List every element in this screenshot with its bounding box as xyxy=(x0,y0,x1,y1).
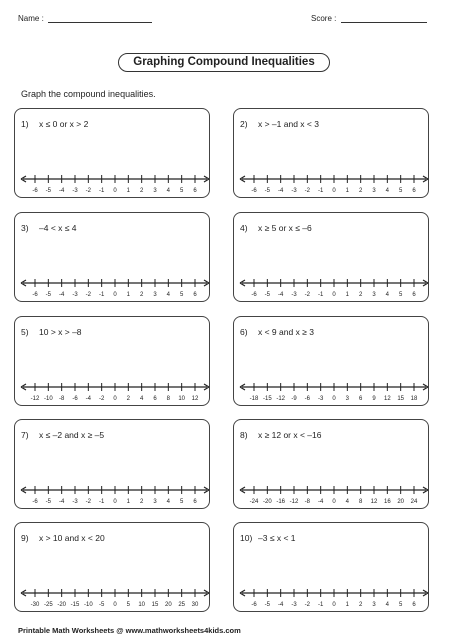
tick-label: 8 xyxy=(166,396,171,402)
tick-label: 4 xyxy=(385,188,390,194)
tick-label: 5 xyxy=(179,292,184,298)
tick-label: -9 xyxy=(291,396,297,402)
tick-label: 20 xyxy=(164,602,172,608)
tick-label: 10 xyxy=(138,602,146,608)
number-line[interactable] xyxy=(234,213,430,301)
tick-label: -4 xyxy=(317,499,324,505)
tick-label: 5 xyxy=(398,188,403,194)
problem-number: 10) xyxy=(240,533,253,543)
tick-label: 0 xyxy=(113,602,117,608)
tick-label: 6 xyxy=(358,396,363,402)
tick-label: 9 xyxy=(372,396,376,402)
tick-label: 1 xyxy=(126,499,131,505)
tick-label: -3 xyxy=(72,188,78,194)
score-field[interactable] xyxy=(311,14,427,23)
tick-label: 2 xyxy=(126,396,131,402)
tick-label: -6 xyxy=(304,396,311,402)
tick-label: -16 xyxy=(276,499,286,505)
problem-number: 7) xyxy=(21,430,29,440)
tick-label: 8 xyxy=(358,499,363,505)
tick-label: 3 xyxy=(372,292,376,298)
tick-label: -2 xyxy=(304,292,311,298)
problem-card xyxy=(14,522,210,612)
number-line[interactable] xyxy=(15,420,211,508)
tick-label: 4 xyxy=(385,292,390,298)
tick-label: -5 xyxy=(45,188,52,194)
problem-number: 4) xyxy=(240,223,248,233)
number-line[interactable] xyxy=(15,523,211,611)
tick-label: 2 xyxy=(358,188,363,194)
tick-label: 6 xyxy=(193,292,197,298)
tick-label: 1 xyxy=(345,188,350,194)
tick-label: -20 xyxy=(262,499,272,505)
instruction-text: Graph the compound inequalities. xyxy=(21,89,156,99)
problem-inequality: x ≤ 0 or x > 2 xyxy=(39,119,89,129)
tick-label: -5 xyxy=(264,602,271,608)
tick-label: 1 xyxy=(345,292,350,298)
tick-label: -24 xyxy=(249,499,259,505)
tick-label: 1 xyxy=(126,188,131,194)
worksheet-title: Graphing Compound Inequalities xyxy=(118,53,330,72)
score-label: Score : xyxy=(311,14,337,23)
problem-card xyxy=(233,316,429,406)
tick-label: -6 xyxy=(32,188,38,194)
tick-label: -3 xyxy=(317,396,324,402)
tick-label: 25 xyxy=(178,602,186,608)
problem-inequality: x ≤ –2 and x ≥ –5 xyxy=(39,430,105,440)
problem-card xyxy=(14,316,210,406)
tick-label: -4 xyxy=(58,499,65,505)
problem-card xyxy=(233,212,429,302)
name-line[interactable] xyxy=(48,14,152,23)
tick-label: -1 xyxy=(98,499,105,505)
number-line[interactable] xyxy=(234,109,430,197)
problem-inequality: –4 < x ≤ 4 xyxy=(39,223,77,233)
footer-credit: Printable Math Worksheets @ www.mathworksheets4kids.com xyxy=(18,626,241,635)
tick-label: -5 xyxy=(98,602,105,608)
tick-label: 0 xyxy=(332,602,336,608)
tick-label: 20 xyxy=(397,499,405,505)
tick-label: -5 xyxy=(45,499,52,505)
tick-label: 4 xyxy=(139,396,144,402)
tick-label: 2 xyxy=(358,292,363,298)
tick-label: 3 xyxy=(153,499,157,505)
tick-label: -6 xyxy=(32,292,38,298)
tick-label: 6 xyxy=(193,188,197,194)
tick-label: -4 xyxy=(58,292,65,298)
tick-label: 0 xyxy=(332,292,336,298)
tick-label: 12 xyxy=(370,499,378,505)
tick-label: 5 xyxy=(398,292,403,298)
tick-label: 10 xyxy=(178,396,186,402)
tick-label: -10 xyxy=(43,396,53,402)
number-line[interactable] xyxy=(234,317,430,405)
tick-label: -5 xyxy=(264,292,271,298)
tick-label: -2 xyxy=(85,499,92,505)
problem-number: 1) xyxy=(21,119,29,129)
tick-label: -2 xyxy=(85,292,92,298)
tick-label: 5 xyxy=(398,602,403,608)
tick-label: 3 xyxy=(372,602,376,608)
tick-label: -4 xyxy=(277,602,284,608)
tick-label: -6 xyxy=(251,188,257,194)
problem-number: 2) xyxy=(240,119,248,129)
tick-label: 4 xyxy=(166,292,171,298)
problem-card xyxy=(233,419,429,509)
tick-label: 2 xyxy=(139,499,144,505)
tick-label: 2 xyxy=(139,188,144,194)
tick-label: 5 xyxy=(179,188,184,194)
tick-label: 0 xyxy=(332,188,336,194)
score-line[interactable] xyxy=(341,14,427,23)
tick-label: -3 xyxy=(72,292,78,298)
tick-label: -4 xyxy=(277,188,284,194)
tick-label: 0 xyxy=(332,396,336,402)
tick-label: -3 xyxy=(291,292,297,298)
tick-label: 4 xyxy=(166,188,171,194)
tick-label: -1 xyxy=(317,188,324,194)
problem-card xyxy=(14,419,210,509)
tick-label: 6 xyxy=(412,292,416,298)
tick-label: -3 xyxy=(291,188,297,194)
tick-label: 5 xyxy=(126,602,131,608)
problem-inequality: –3 ≤ x < 1 xyxy=(258,533,296,543)
tick-label: -4 xyxy=(277,292,284,298)
tick-label: 3 xyxy=(372,188,376,194)
tick-label: -25 xyxy=(43,602,53,608)
tick-label: 15 xyxy=(151,602,159,608)
tick-label: -1 xyxy=(98,292,105,298)
tick-label: 4 xyxy=(385,602,390,608)
problem-number: 9) xyxy=(21,533,29,543)
problem-inequality: x ≥ 5 or x ≤ –6 xyxy=(258,223,312,233)
tick-label: -8 xyxy=(58,396,65,402)
number-line[interactable] xyxy=(234,420,430,508)
tick-label: -15 xyxy=(262,396,272,402)
tick-label: -2 xyxy=(85,188,92,194)
tick-label: 0 xyxy=(113,499,117,505)
tick-label: 30 xyxy=(191,602,199,608)
name-label: Name : xyxy=(18,14,44,23)
tick-label: 12 xyxy=(383,396,391,402)
tick-label: -6 xyxy=(251,602,257,608)
tick-label: 3 xyxy=(345,396,350,402)
problem-inequality: 10 > x > –8 xyxy=(39,327,82,337)
number-line[interactable] xyxy=(15,213,211,301)
problem-inequality: x > 10 and x < 20 xyxy=(39,533,105,543)
tick-label: -3 xyxy=(72,499,78,505)
tick-label: 0 xyxy=(113,292,117,298)
number-line[interactable] xyxy=(234,523,430,611)
tick-label: -4 xyxy=(85,396,92,402)
problem-inequality: x > –1 and x < 3 xyxy=(258,119,319,129)
tick-label: -12 xyxy=(276,396,286,402)
name-field[interactable] xyxy=(18,14,152,23)
tick-label: -1 xyxy=(317,292,324,298)
tick-label: -15 xyxy=(70,602,80,608)
problem-card xyxy=(14,108,210,198)
tick-label: -4 xyxy=(58,188,65,194)
tick-label: 6 xyxy=(153,396,157,402)
tick-label: -6 xyxy=(251,292,257,298)
number-line[interactable] xyxy=(15,109,211,197)
tick-label: 2 xyxy=(358,602,363,608)
tick-label: 6 xyxy=(412,602,416,608)
tick-label: 5 xyxy=(179,499,184,505)
problem-number: 6) xyxy=(240,327,248,337)
tick-label: -5 xyxy=(45,292,52,298)
problem-inequality: x ≥ 12 or x < –16 xyxy=(258,430,322,440)
problem-number: 3) xyxy=(21,223,29,233)
tick-label: 24 xyxy=(410,499,418,505)
problem-number: 5) xyxy=(21,327,29,337)
tick-label: 12 xyxy=(191,396,199,402)
tick-label: 4 xyxy=(166,499,171,505)
tick-label: 0 xyxy=(113,396,117,402)
tick-label: -1 xyxy=(317,602,324,608)
tick-label: 0 xyxy=(332,499,336,505)
tick-label: -12 xyxy=(30,396,40,402)
problem-card xyxy=(14,212,210,302)
number-line[interactable] xyxy=(15,317,211,405)
tick-label: -6 xyxy=(32,499,38,505)
tick-label: 16 xyxy=(383,499,391,505)
tick-label: 6 xyxy=(193,499,197,505)
tick-label: 4 xyxy=(345,499,350,505)
tick-label: 0 xyxy=(113,188,117,194)
tick-label: 3 xyxy=(153,292,157,298)
problem-card xyxy=(233,522,429,612)
tick-label: -20 xyxy=(57,602,67,608)
tick-label: -2 xyxy=(98,396,105,402)
problem-number: 8) xyxy=(240,430,248,440)
tick-label: -5 xyxy=(264,188,271,194)
tick-label: -18 xyxy=(249,396,259,402)
tick-label: 3 xyxy=(153,188,157,194)
problem-inequality: x < 9 and x ≥ 3 xyxy=(258,327,314,337)
tick-label: -3 xyxy=(291,602,297,608)
tick-label: -2 xyxy=(304,602,311,608)
tick-label: -30 xyxy=(30,602,40,608)
tick-label: -8 xyxy=(304,499,311,505)
tick-label: 6 xyxy=(412,188,416,194)
tick-label: -1 xyxy=(98,188,105,194)
tick-label: 18 xyxy=(410,396,418,402)
tick-label: 1 xyxy=(126,292,131,298)
tick-label: -12 xyxy=(289,499,299,505)
problem-card xyxy=(233,108,429,198)
tick-label: -10 xyxy=(83,602,93,608)
tick-label: -6 xyxy=(72,396,78,402)
tick-label: 2 xyxy=(139,292,144,298)
tick-label: 15 xyxy=(397,396,405,402)
tick-label: 1 xyxy=(345,602,350,608)
tick-label: -2 xyxy=(304,188,311,194)
